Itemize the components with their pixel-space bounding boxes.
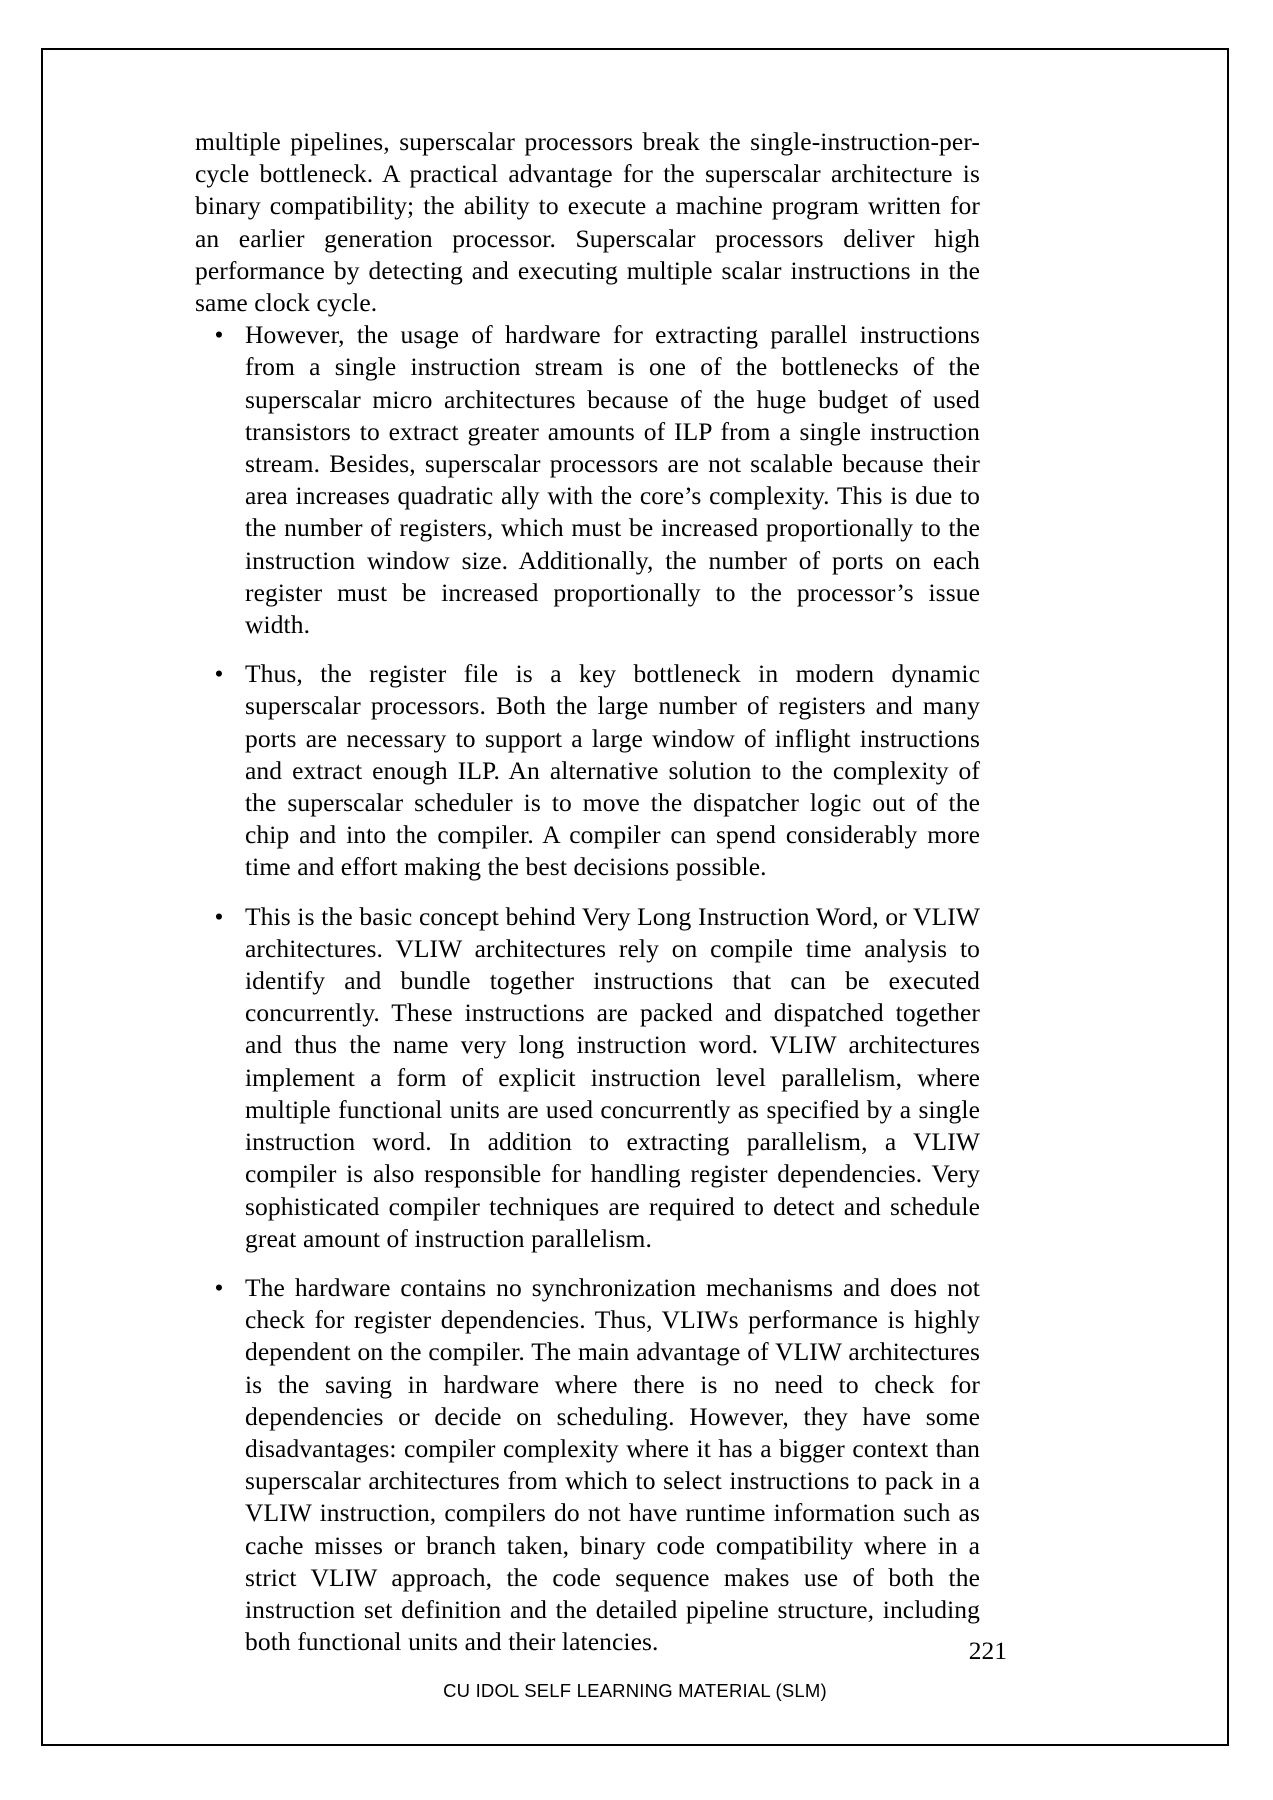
footer-label: CU IDOL SELF LEARNING MATERIAL (SLM) xyxy=(443,1680,827,1701)
bullet-point-icon: • xyxy=(214,659,224,689)
bullet-point-icon: • xyxy=(214,320,224,350)
list-item-text: This is the basic concept behind Very Long Instruction Word, or VLIW architectures. VLIW architectures rely on compile time analysis to identify and bundle together instructions that can be executed concurrently. These instructions are packed and dispatched together and thus the name very long instruction word. VLIW architectures implement a form of explicit instruction level parallelism, where multiple functional units are used concurrently as specified by a single instruction word. In addition to extracting parallelism, a VLIW compiler is also responsible for handling register dependencies. Very sophisticated compiler techniques are required to detect and schedule great amount of instruction parallelism. xyxy=(245,901,980,1253)
list-item-text: The hardware contains no synchronization mechanisms and does not check for register dependencies. Thus, VLIWs performance is highly dependent on the compiler. The main advantage of VLIW architectures is the saving in hardware where there is no need to check for dependencies or decide on scheduling. However, they have some disadvantages: compiler complexity where it has a bigger context than superscalar architectures from which to select instructions to pack in a VLIW instruction, compilers do not have runtime information such as cache misses or branch taken, binary code compatibility where in a strict VLIW approach, the code sequence makes use of both the instruction set definition and the detailed pipeline structure, including both functional units and their latencies. xyxy=(245,1272,980,1657)
list-item-text: Thus, the register file is a key bottleneck in modern dynamic superscalar processors. Both the large number of registers and many ports are necessary to support a large window of inflight instructions and extract enough ILP. An alternative solution to the complexity of the superscalar scheduler is to move the dispatcher logic out of the chip and into the compiler. A compiler can spend considerably more time and effort making the best decisions possible. xyxy=(245,659,980,882)
bullet-point-icon: • xyxy=(214,1272,224,1302)
list-item xyxy=(195,1272,980,1658)
continuation-paragraph: multiple pipelines, superscalar processors break the single-instruction-per-cycle bottleneck. A practical advantage for the superscalar architecture is binary compatibility; the ability to execute a machine program written for an earlier generation processor. Superscalar processors deliver high performance by detecting and executing multiple scalar instructions in the same clock cycle. xyxy=(195,127,980,318)
bullet-list xyxy=(195,319,980,1658)
bullet-point-icon: • xyxy=(214,901,224,931)
list-item xyxy=(195,658,980,883)
page-content xyxy=(195,126,980,1658)
list-item xyxy=(195,901,980,1255)
list-item xyxy=(195,319,980,641)
list-item-text: However, the usage of hardware for extracting parallel instructions from a single instruction stream is one of the bottlenecks of the superscalar micro architectures because of the huge budget of used transistors to extract greater amounts of ILP from a single instruction stream. Besides, superscalar processors are not scalable because their area increases quadratic ally with the core’s complexity. This is due to the number of registers, which must be increased proportionally to the instruction window size. Additionally, the number of ports on each register must be increased proportionally to the processor’s issue width. xyxy=(245,320,980,640)
page-number: 221 xyxy=(968,1636,1007,1665)
